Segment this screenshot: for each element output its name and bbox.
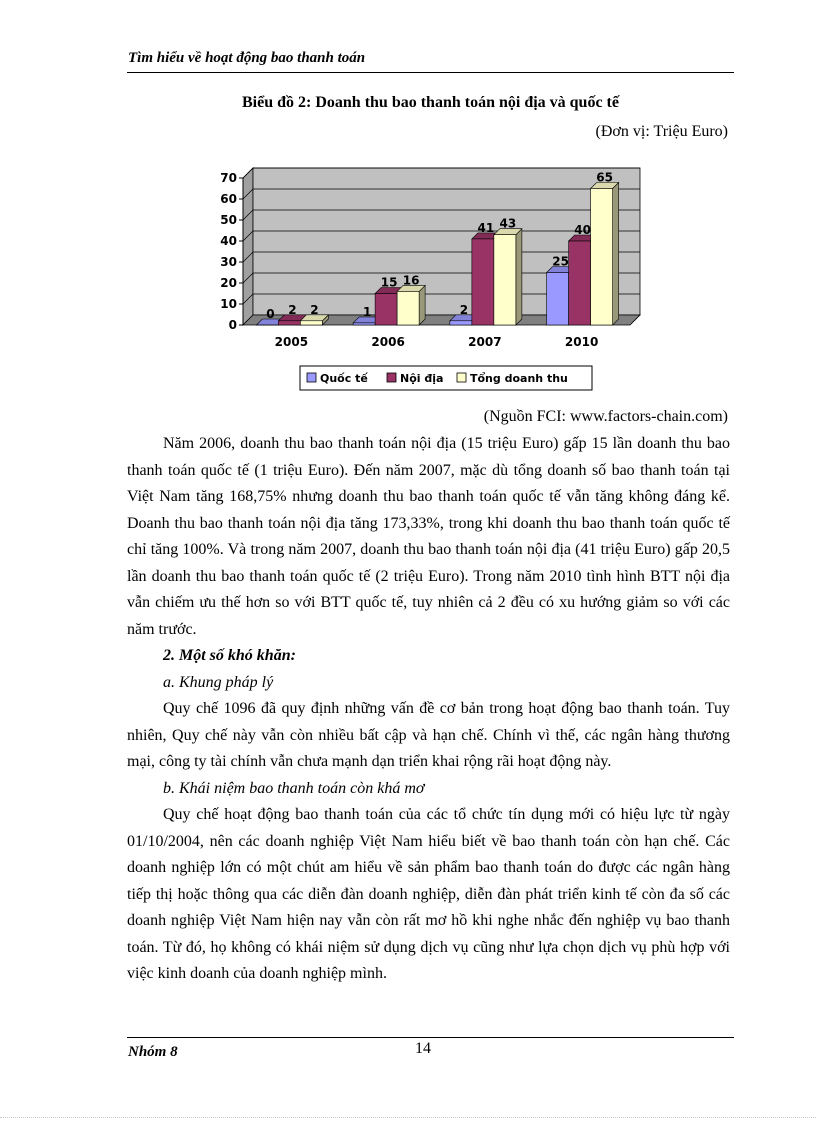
y-tick-label: 20: [220, 276, 237, 290]
page-number: 14: [415, 1040, 431, 1057]
legend-label: Nội địa: [400, 372, 444, 385]
bar: [547, 273, 569, 326]
page-bottom-border: [0, 1117, 816, 1118]
x-tick-label: 2007: [468, 335, 502, 349]
legend-swatch: [307, 373, 316, 382]
bar-data-label: 2: [310, 302, 319, 317]
bar-side: [516, 229, 522, 325]
chart-side-wall: [243, 168, 253, 325]
bar: [472, 239, 494, 325]
bar: [353, 323, 375, 325]
y-tick-label: 50: [220, 213, 237, 227]
bar-data-label: 40: [574, 223, 591, 237]
header-divider: [127, 72, 734, 73]
body-text: [127, 431, 730, 988]
subsection-concept: b. Khái niệm bao thanh toán còn khá mơ: [163, 779, 425, 797]
bar: [494, 235, 516, 325]
x-tick-label: 2006: [371, 335, 405, 349]
bar: [397, 291, 419, 325]
y-tick-label: 60: [220, 192, 237, 206]
paragraph-analysis: Năm 2006, doanh thu bao thanh toán nội địa (15 triệu Euro) gấp 15 lần doanh thu bao thanh toán quốc tế (1 triệu Euro). Đến năm 2007, mặc dù tổng doanh số bao thanh toán tại Việt Nam tăng 168,75% nhưng doanh thu bao thanh toán quốc tế vẫn tăng không đáng kể. Doanh thu bao thanh toán nội địa tăng 173,33%, trong khi doanh thu bao thanh toán quốc tế chỉ tăng 100%. Và trong năm 2007, doanh thu bao thanh toán nội địa (41 triệu Euro) gấp 20,5 lần doanh thu bao thanh toán quốc tế (2 triệu Euro). Trong năm 2010 tình hình BTT nội địa vẫn chiếm ưu thế hơn so với BTT quốc tế, tuy nhiên cả 2 đều có xu hướng giảm so với các năm trước.: [127, 435, 730, 638]
x-tick-label: 2010: [564, 335, 599, 349]
y-tick-label: 10: [220, 297, 237, 311]
subsection-legal-framework: a. Khung pháp lý: [163, 673, 274, 691]
legend-swatch: [457, 373, 466, 382]
paragraph-legal-framework: Quy chế 1096 đã quy định những vấn đề cơ bản trong hoạt động bao thanh toán. Tuy nhiên, Quy chế này vẫn còn nhiều bất cập và hạn chế. Chính vì thế, các ngân hàng thương mại, công ty tài chính vẫn chưa mạnh dạn triển khai rộng rãi hoạt động này.: [127, 700, 730, 770]
paragraph-concept: Quy chế hoạt động bao thanh toán của các tổ chức tín dụng mới có hiệu lực từ ngày 01/10/2004, nên các doanh nghiệp Việt Nam hiểu biết về bao thanh toán còn hạn chế. Các doanh nghiệp lớn có một chút am hiểu về sản phẩm bao thanh toán do được các ngân hàng tiếp thị hoặc thông qua các diễn đàn doanh nghiệp, diễn đàn phát triển kinh tế còn đa số các doanh nghiệp Việt Nam hiện nay vẫn còn rất mơ hồ khi nghe nhắc đến nghiệp vụ bao thanh toán. Từ đó, họ không có khái niệm sử dụng dịch vụ cũng như lựa chọn dịch vụ phù hợp với việc kinh doanh của doanh nghiệp mình.: [127, 806, 730, 982]
bar-data-label: 25: [552, 254, 569, 269]
figure-source: (Nguồn FCI: www.factors-chain.com): [483, 408, 728, 425]
y-tick-label: 40: [220, 234, 237, 248]
bar-data-label: 2: [459, 302, 469, 317]
bar-data-label: 41: [477, 220, 495, 235]
y-tick-label: 0: [228, 318, 237, 332]
bar-data-label: 65: [596, 170, 613, 185]
bar-data-label: 1: [362, 304, 372, 319]
revenue-bar-chart: [215, 165, 665, 400]
bar: [278, 321, 300, 325]
bar-side: [613, 183, 619, 326]
bar-data-label: 15: [380, 275, 398, 290]
y-tick-label: 70: [220, 171, 237, 185]
footer-group-name: Nhóm 8: [128, 1044, 178, 1060]
bar: [375, 294, 397, 326]
bar-data-label: 0: [266, 307, 275, 321]
section-heading: 2. Một số khó khăn:: [163, 647, 296, 664]
legend-label: Tổng doanh thu: [470, 372, 568, 385]
bar-data-label: 16: [402, 273, 420, 288]
bar: [450, 321, 472, 325]
bar: [569, 241, 591, 325]
bar-side: [419, 285, 425, 325]
figure-caption: Biểu đồ 2: Doanh thu bao thanh toán nội địa và quốc tế: [242, 94, 619, 111]
legend-label: Quốc tế: [320, 372, 368, 385]
bar: [591, 189, 613, 326]
bar-data-label: 2: [288, 302, 297, 317]
figure-unit: (Đơn vị: Triệu Euro): [595, 123, 728, 140]
running-header-title: Tìm hiểu về hoạt động bao thanh toán: [128, 50, 366, 66]
y-tick-label: 30: [220, 255, 237, 269]
legend-swatch: [387, 373, 396, 382]
bar: [300, 321, 322, 325]
x-tick-label: 2005: [274, 335, 309, 349]
bar-data-label: 43: [499, 216, 517, 231]
footer-divider: [127, 1037, 734, 1038]
